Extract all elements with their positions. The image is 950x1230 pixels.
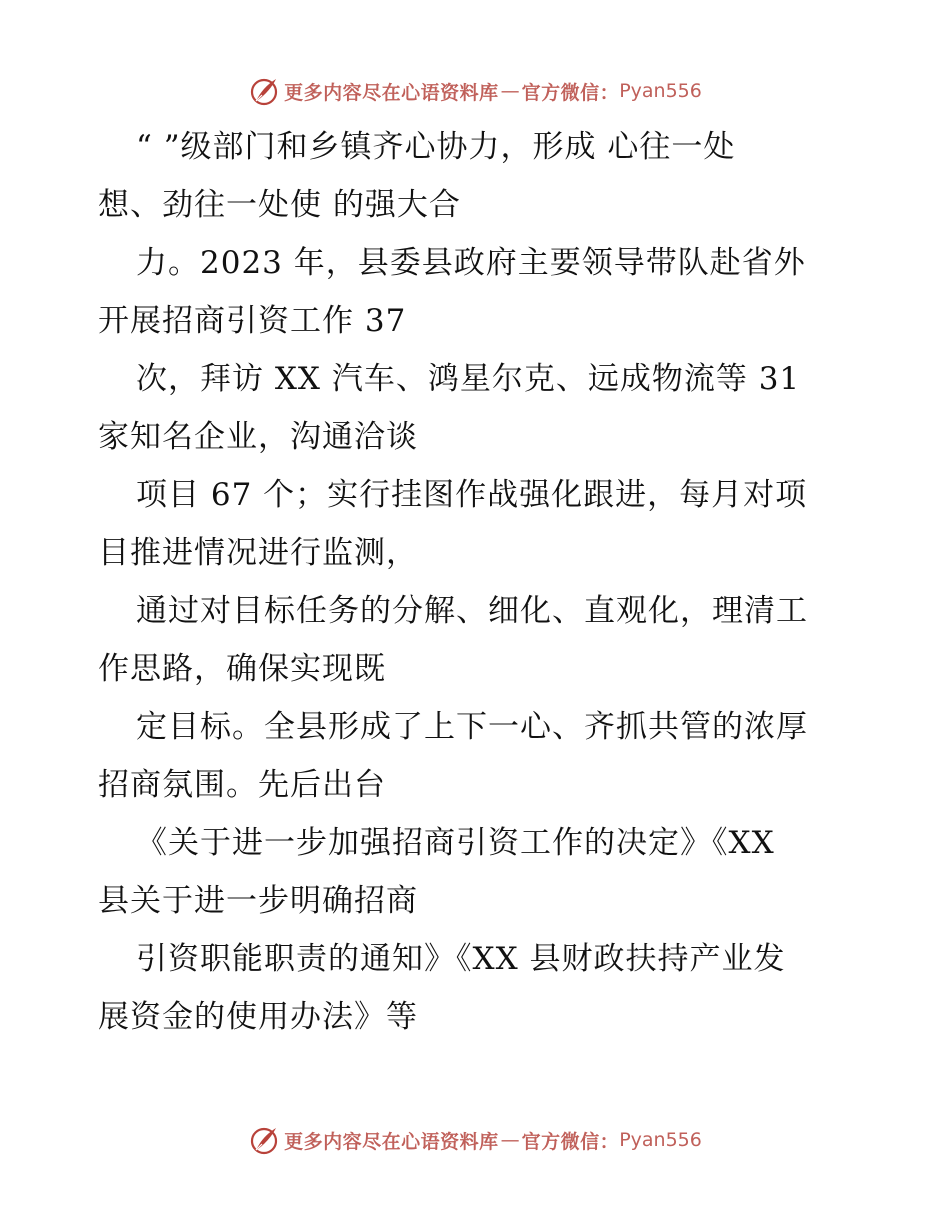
watermark-label: 官方微信： [521, 81, 620, 104]
text-line: 通过对目标任务的分解、细化、直观化，理清工 [136, 593, 808, 629]
text-line: 引资职能职责的通知》《XX 县财政扶持产业发 [136, 941, 786, 977]
text-line: 家知名企业，沟通洽谈 [98, 419, 418, 455]
text-line: 《关于进一步加强招商引资工作的决定》《XX [136, 825, 775, 861]
text-line: 项目 67 个；实行挂图作战强化跟进，每月对项 [136, 477, 808, 513]
quill-logo-icon [248, 75, 280, 107]
text-line: 县关于进一步明确招商 [98, 883, 418, 919]
text-line: 开展招商引资工作 37 [98, 303, 407, 339]
text-line: 定目标。全县形成了上下一心、齐抓共管的浓厚 [136, 709, 808, 745]
watermark-id: Pyan556 [619, 80, 702, 102]
text-line: 展资金的使用办法》等 [98, 999, 418, 1035]
text-line: 招商氛围。先后出台 [98, 767, 386, 803]
text-line: 力。2023 年，县委县政府主要领导带队赴省外 [136, 245, 806, 281]
watermark-brand: 更多内容尽在心语资料库 [284, 1130, 499, 1153]
watermark-id: Pyan556 [619, 1129, 702, 1151]
watermark-brand: 更多内容尽在心语资料库 [284, 81, 499, 104]
text-line: 次，拜访 XX 汽车、鸿星尔克、远成物流等 31 [136, 361, 801, 397]
document-body [98, 118, 858, 1046]
text-line: 作思路，确保实现既 [98, 651, 386, 687]
text-line: 想、劲往一处使 的强大合 [98, 187, 461, 223]
text-line: “ ”级部门和乡镇齐心协力，形成 心往一处 [136, 129, 736, 165]
watermark-separator: — [500, 80, 520, 102]
watermark-label: 官方微信： [521, 1130, 620, 1153]
header-watermark [0, 71, 950, 111]
quill-logo-icon [248, 1124, 280, 1156]
text-line: 目推进情况进行监测， [98, 535, 418, 571]
footer-watermark [0, 1120, 950, 1160]
watermark-separator: — [500, 1129, 520, 1151]
